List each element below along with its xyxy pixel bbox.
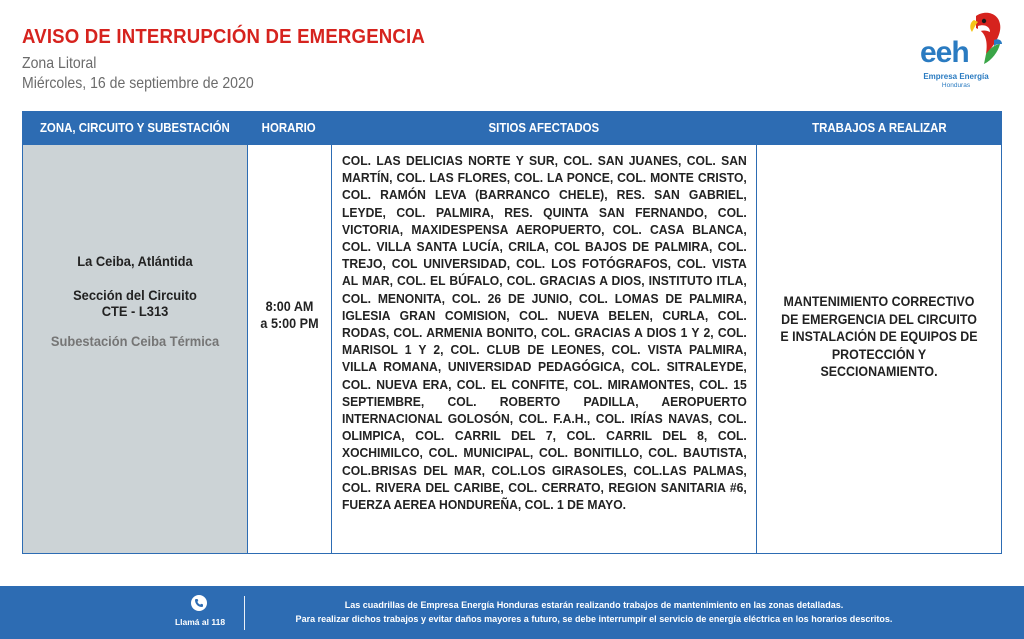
date-label: Miércoles, 16 de septiembre de 2020 [22, 75, 254, 92]
footer-notice [254, 599, 934, 627]
works-line: E INSTALACIÓN DE EQUIPOS DE [780, 329, 978, 344]
time-start: 8:00 AM [265, 298, 314, 314]
schedule-cell [247, 144, 332, 554]
logo-brand: eeh [920, 36, 969, 69]
table-header [22, 111, 1002, 144]
footer-divider [244, 596, 245, 630]
eeh-logo [914, 10, 1004, 90]
works-cell [756, 144, 1002, 554]
footer-bar [0, 586, 1024, 639]
circuit-code: CTE - L313 [101, 303, 169, 319]
header-zone: ZONA, CIRCUITO Y SUBESTACIÓN [39, 120, 230, 135]
footer-line: Las cuadrillas de Empresa Energía Honduras estarán realizando trabajos de mantenimiento en las zonas detalladas. [344, 600, 844, 611]
outage-table [22, 111, 1002, 554]
header-works: TRABAJOS A REALIZAR [811, 120, 947, 135]
call-number: Llamá al 118 [174, 617, 226, 627]
works-line: PROTECCIÓN Y SECCIONAMIENTO. [820, 346, 938, 379]
sites-list: COL. LAS DELICIAS NORTE Y SUR, COL. SAN JUANES, COL. SAN MARTÍN, COL. LAS FLORES, COL. LA PONCE, COL. MONTE CRISTO, COL. RAMÓN LEVA (BARRANCO CHELE), RES. SAN GABRIEL, LEYDE, COL. PALMIRA, RES. QUINTA SAN FERNANDO, COL. VICTORIA, MAXIDESPENSA AEROPUERTO, COL. CASA BLANCA, COL. VILLA SANTA LUCÍA, CRILA, COL BAJOS DE PALMIRA, COL. TREJO, COL UNIVERSIDAD, COL. LOS FOTÓGRAFOS, COL. VISTA AL MAR, COL. EL BÚFALO, COL. GRACIAS A DIOS, INSTITUTO ITLA, COL. MENONITA, COL. 26 DE JUNIO, COL. LOMAS DE PALMIRA, IGLESIA GRAN COMISION, COL. NUEVA BELEN, CURLA, COL. RODAS, COL. ARMENIA BONITO, COL. GRACIAS A DIOS 1 Y 2, COL. MARISOL 1 Y 2, COL. CLUB DE LEONES, COL. VISTA PALMIRA, VILLA ROMANA, UNIVERSIDAD PEDAGÓGICA, COL. SITRALEYDE, COL. NUEVA ERA, COL. EL CONFITE, COL. MIRAMONTES, COL. 15 SEPTIEMBRE, COL. ROBERTO PADILLA, AEROPUERTO INTERNACIONAL GOLOSÓN, COL. F.A.H., COL. IRÍAS NAVAS, COL. OLIMPICA, COL. CARRIL DEL 7, COL. CARRIL DEL 8, COL. XOCHIMILCO, COL. MUNICIPAL, COL. BONITILLO, COL. BAUTISTA, COL.BRISAS DEL MAR, COL.LOS GIRASOLES, COL.LAS PALMAS, COL. RIVERA DEL CARIBE, COL. CERRATO, REGION SANITARIA #6, FUERZA AEREA HONDUREÑA, COL. 1 DE MAYO. [342, 153, 747, 513]
phone-icon [191, 595, 207, 611]
header-sites: SITIOS AFECTADOS [488, 120, 599, 135]
substation-name: Subestación Ceiba Térmica [50, 333, 220, 349]
zone-name: La Ceiba, Atlántida [77, 253, 193, 269]
sites-cell [331, 144, 757, 554]
time-end: a 5:00 PM [260, 315, 319, 331]
logo-company: Empresa Energía [923, 72, 989, 81]
circuit-label: Sección del Circuito [73, 287, 197, 303]
footer-line: Para realizar dichos trabajos y evitar daños mayores a futuro, se debe interrumpir el servicio de energía eléctrica en los horarios descritos. [295, 614, 893, 625]
page-title: AVISO DE INTERRUPCIÓN DE EMERGENCIA [22, 26, 426, 48]
zone-label: Zona Litoral [22, 55, 97, 72]
logo-country: Honduras [941, 82, 971, 89]
works-line: MANTENIMIENTO CORRECTIVO [783, 294, 975, 309]
header [22, 26, 722, 93]
works-line: DE EMERGENCIA DEL CIRCUITO [781, 311, 977, 327]
header-schedule: HORARIO [261, 120, 317, 135]
zone-cell [22, 144, 248, 554]
